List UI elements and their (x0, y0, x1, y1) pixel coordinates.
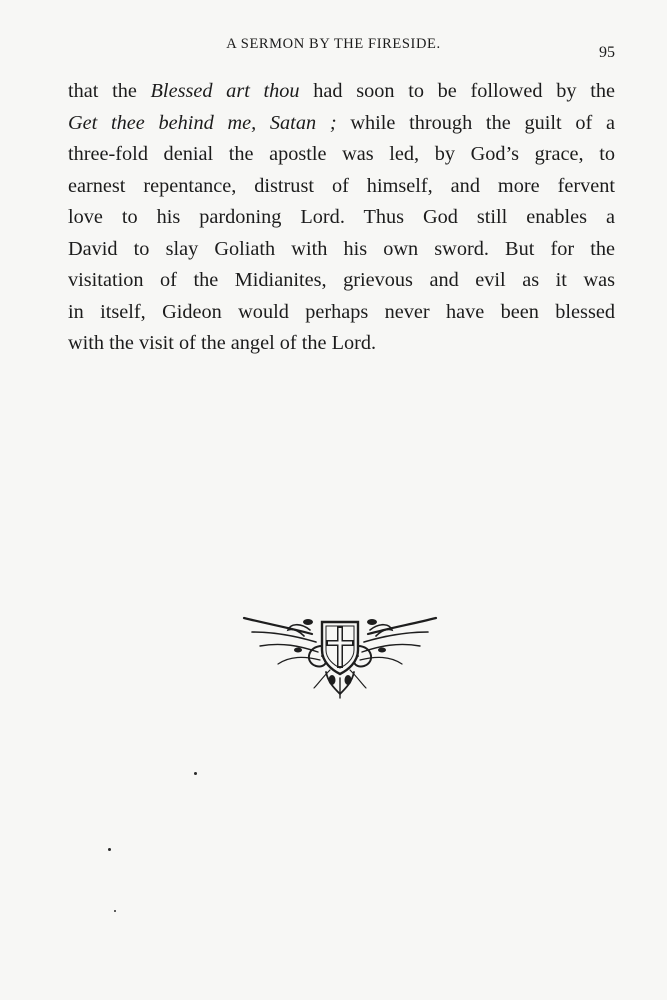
text-line (68, 265, 615, 297)
running-title: A SERMON BY THE FIRESIDE. (226, 36, 441, 52)
text-segment: visitation of the Midianites, grievous and evil as it was (68, 269, 615, 291)
text-segment: three-fold denial the apostle was led, by God’s grace, to (68, 143, 615, 165)
text-segment: had soon to be followed by the (299, 80, 615, 102)
text-line (68, 328, 615, 360)
running-head (0, 36, 667, 61)
text-line (68, 171, 615, 203)
text-segment: earnest repentance, distrust of himself, and more fervent (68, 174, 615, 197)
text-segment: in itself, Gideon would perhaps never have been blessed (68, 300, 615, 323)
text-line (68, 297, 615, 329)
page-number: 95 (599, 44, 615, 61)
text-line (68, 76, 615, 108)
text-segment: with the visit of the angel of the Lord. (68, 332, 377, 354)
italic-quotation: Get thee behind me, Satan ; (68, 111, 337, 134)
text-line (68, 139, 615, 171)
italic-quotation: Blessed art thou (150, 80, 300, 102)
text-segment: David to slay Goliath with his own sword. But for the (68, 237, 615, 260)
print-speck (194, 772, 197, 775)
print-speck (108, 848, 111, 851)
text-line (68, 108, 615, 140)
text-line (68, 234, 615, 266)
shield-cross-foliage-ornament-icon (238, 606, 442, 702)
text-line (68, 202, 615, 234)
print-speck (114, 910, 116, 912)
text-segment: love to his pardoning Lord. Thus God still enables a (68, 206, 615, 228)
body-text (68, 76, 615, 360)
text-segment: while through the guilt of a (336, 111, 615, 134)
text-segment: that the (68, 80, 151, 102)
